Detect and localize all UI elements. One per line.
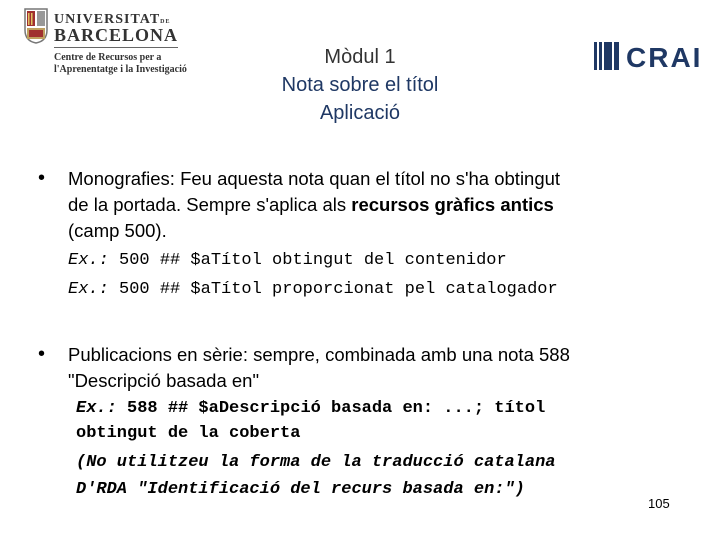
university-shield-icon [24,8,48,44]
bullet-1-line3: (camp 500). [68,220,167,241]
ub-divider [54,47,178,48]
ub-name-line1: UNIVERSITATDE [54,12,171,27]
ub-name-line2: BARCELONA [54,25,179,45]
bullet-1-line1: Monografies: Feu aquesta nota quan el títol no s'ha obtingut [68,168,561,189]
example-2: Ex.: 500 ## $aTítol proporcionat pel catalogador [68,280,558,299]
example-3-line2: obtingut de la coberta [76,424,301,443]
module-title: Mòdul 1 [324,46,396,68]
bullet-2-line2: "Descripció basada en" [68,370,260,391]
ub-subtitle-line2: l'Aprenentatge i la Investigació [54,64,187,75]
bullet-2-marker: • [38,343,46,365]
crai-logo [592,36,702,76]
example-1: Ex.: 500 ## $aTítol obtingut del contenidor [68,251,507,270]
example-3-line1: Ex.: 588 ## $aDescripció basada en: ...; títol [76,399,546,418]
university-of-barcelona-logo [24,6,204,82]
crai-logo-text: CRAI [626,42,702,73]
slide-title: Nota sobre el títol [281,74,439,96]
bullet-1-line2: de la portada. Sempre s'aplica als recursos gràfics antics [68,194,554,215]
bullet-1-marker: • [38,167,46,189]
slide-subtitle: Aplicació [319,102,401,124]
note-line2: D'RDA "Identificació del recurs basada en:") [76,480,525,499]
bullet-1-bold-phrase: recursos gràfics antics [351,194,554,215]
page-number: 105 [648,496,670,511]
note-line1: (No utilitzeu la forma de la traducció catalana [76,453,556,472]
ub-name-suffix: DE [160,19,171,25]
ub-subtitle-line1: Centre de Recursos per a [54,52,162,63]
bullet-2-line1: Publicacions en sèrie: sempre, combinada amb una nota 588 [68,344,570,365]
